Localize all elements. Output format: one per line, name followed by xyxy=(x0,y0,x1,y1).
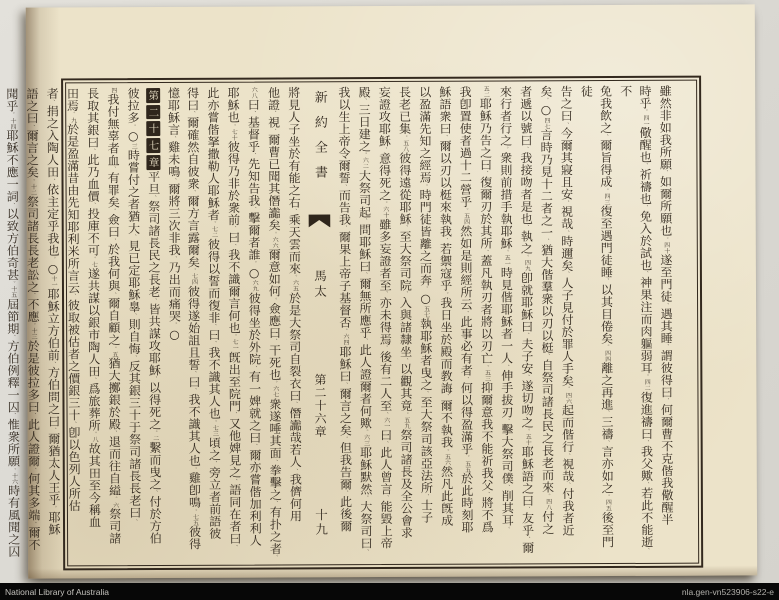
chapter-heading-block: 十 xyxy=(146,121,161,136)
verse-number: 五二 xyxy=(482,85,490,98)
text-column: 彼拉多。○三時嘗付之者猶大、見已定耶穌辠、則自悔、反其銀三十于祭司諸長長老曰、 xyxy=(126,87,142,524)
verse-number: 四六 xyxy=(564,391,572,404)
verse-number: 十六 xyxy=(10,472,18,485)
chapter-heading-block: 二 xyxy=(146,105,161,120)
text-column: 免我飲之、爾旨得成。四三復至遇門徒睡、以其目倦矣。四四離之再進、三禱、言亦如之。四五後至門徒 xyxy=(579,85,615,549)
verse-number: 九 xyxy=(69,116,77,124)
text-column: 他證、視、爾曹已聞其僭讟矣。六六爾意如何。僉應曰、干死也。六七衆遂唾其面、拳擊之、有扑之者。 xyxy=(266,86,283,561)
verse-number: 四二 xyxy=(643,379,651,392)
verse-number: 五九 xyxy=(402,416,410,429)
verse-number: 三 xyxy=(130,143,138,150)
text-column: 我以生上帝令爾誓、而告我、爾果上帝子基督否。六四耶穌曰、爾言之矣。但我告爾、此後爾 xyxy=(336,86,353,533)
verse-number: 五三 xyxy=(483,369,491,382)
text-column: 得曰、爾確然自彼衆、爾方言露爾矣。七四彼得遂始詛且誓、曰、我不識其人也。雞卽鳴。七五彼得 xyxy=(185,86,202,551)
text-column: 六八曰、基督乎、先知告我、擊爾者誰。○六九彼得坐於外院、有一婢就之曰、爾亦嘗偕加利利人 xyxy=(246,86,263,547)
verse-number: 四十 xyxy=(662,241,670,254)
verse-number: 六九 xyxy=(251,280,259,293)
verse-number: 五 xyxy=(110,351,119,358)
chapter-number: 第二十六章 xyxy=(312,372,328,438)
verse-number: 八 xyxy=(91,436,99,443)
verse-number: 十一 xyxy=(50,275,58,288)
text-column: 四我付無辜者血、有罪矣。僉曰、於我何與、爾自顧之。五猶大擲銀於殿、退而往自縊。六祭司諸 xyxy=(105,87,122,545)
text-column: 穌語衆曰、爾以刃以梃來執我、若禦寇乎。我日坐於殿而教誨、爾不執我。五六然凡此旣成 xyxy=(437,85,454,527)
verse-number: 七一 xyxy=(231,339,239,352)
text-column: 我卽置使者過十二營乎。五四然如是則經所云、此事必有者、何以得盈滿乎。五五於此時刻耶 xyxy=(458,85,475,534)
verse-number: 六十 xyxy=(381,206,389,219)
image-id: nla.gen-vn523906-s22-e xyxy=(681,586,774,597)
verse-number: 二 xyxy=(151,435,159,442)
verse-number: 五十 xyxy=(524,433,532,446)
verse-number: 五七 xyxy=(422,305,430,318)
text-column: 語之曰、爾言之矣。十二祭司諸長長老訟之、不應。十三於是彼拉多曰、此人證爾、何其多端、爾不 xyxy=(25,87,42,551)
verse-number: 五四 xyxy=(462,212,470,225)
verse-number: 六二 xyxy=(361,157,369,170)
text-column: 長取其銀曰、此乃血價、投庫不可。七遂共謀以銀市陶人田、爲旅葬所。八故其田至今稱血 xyxy=(85,87,102,529)
text-column: 田焉。九於是盈滿昔由先知耶利米所言云、彼取被估者之價銀三十、卽以色列人所估 xyxy=(65,87,82,512)
verse-number: 五五 xyxy=(463,460,471,473)
text-column: 第二十七章平旦、祭司諸長民之長老、皆共謀攻耶穌、以得死之。二繫而曳之、付於方伯 xyxy=(143,87,165,561)
verse-number: 四八 xyxy=(544,498,552,511)
page-fold-banxin xyxy=(304,86,336,560)
verse-number: 四七 xyxy=(543,116,551,129)
verse-number: 六六 xyxy=(271,236,279,249)
verse-number: 六 xyxy=(111,501,119,508)
folio-number: 十九 xyxy=(313,508,329,538)
text-column: 來行者行之。衆則前措手執耶穌。五一時見偕耶穌者一人、伸手拔刃、擊大祭司僕、削其耳。 xyxy=(498,85,515,532)
verse-number: 十五 xyxy=(9,286,17,299)
verse-number: 六一 xyxy=(382,416,390,429)
verse-number: 七 xyxy=(90,261,98,268)
verse-number: 五六 xyxy=(443,453,451,466)
verse-number: 六三 xyxy=(362,434,370,447)
text-column: 以盈滿先知之經焉。時門徒皆離之而奔。○五七執耶穌者曳之、至大祭司該亞法所、士子 xyxy=(417,85,434,524)
text-column: 耶穌也。七十彼得乃非於衆前、曰、我不識爾言何也。七一旣出至院門、又他婢見之、語同在者曰、 xyxy=(226,86,243,550)
text-block xyxy=(4,82,697,565)
verse-number: 十四 xyxy=(8,117,16,130)
verse-number: 四一 xyxy=(642,114,650,127)
verse-number: 七五 xyxy=(191,513,199,526)
chapter-heading-block: 七 xyxy=(146,138,161,153)
text-column: 告之曰、今爾其寢且安、視哉、時邇矣、人子見付於罪人手矣。四六起而偕行、視哉、付我者近 xyxy=(559,85,576,537)
fishtail-mark-icon xyxy=(308,214,330,227)
verse-number: 五八 xyxy=(401,139,409,152)
text-frame-border xyxy=(4,76,703,571)
verse-number: 七三 xyxy=(211,424,219,437)
text-column: 此亦嘗偕拏撒勒人耶穌者。七二彼得以誓而復非、曰、我不識其人也。七三頃之、旁立者前語彼 xyxy=(205,86,222,540)
verse-number: 六四 xyxy=(341,333,349,346)
text-column: 者、捐之入陶人田、依主定乎我也。○十一耶穌立方伯前、方伯問之曰、爾猶太人王乎。耶穌 xyxy=(45,87,62,536)
book-title: 新約全書 xyxy=(311,90,328,191)
verse-number: 六八 xyxy=(250,86,258,99)
verse-number: 五一 xyxy=(503,254,511,267)
verse-number: 七十 xyxy=(230,128,238,141)
text-column: 矣。○四七言時乃見十二者之一、猶大偕羣衆以刃以梃、自祭司諸長民之長老而來。四八付之 xyxy=(538,85,555,535)
verse-number: 七四 xyxy=(190,273,198,286)
text-column: 聞乎。十四耶穌不應一詞、以致方伯奇甚。十五屆節期、方伯例釋一囚、惟衆所願。十六時有風聞之囚 xyxy=(4,87,21,558)
text-column: 將見人子坐於有能之右、乘天雲而來。六五於是大祭司自裂衣曰、僭讟哉若人、我儕何用 xyxy=(286,86,303,522)
verse-number: 四五 xyxy=(604,499,612,512)
text-column: 憶耶穌言、雞未鳴、爾將三次非我、乃出而痛哭。○ xyxy=(166,86,182,342)
text-column: 五二耶穌乃告之曰、復爾刃於其所、蓋凡執刃者將以刃亡。五三抑爾意我不能祈我父、將不爲 xyxy=(478,85,495,534)
verse-number: 四三 xyxy=(602,193,611,206)
verse-number: 六五 xyxy=(291,279,299,292)
book-page xyxy=(4,4,757,578)
verse-number: 十二 xyxy=(29,183,37,196)
chapter-heading-block: 章 xyxy=(146,155,161,170)
right-page-columns xyxy=(334,85,678,560)
library-name: National Library of Australia xyxy=(5,586,109,597)
text-column: 時乎。四一儆醒也、祈禱也、免入於試也、神果注而肉軀弱耳。四二復進禱曰、我父歟、若此不能逝、不 xyxy=(618,84,654,554)
verse-number: 四 xyxy=(109,87,117,94)
verse-number: 四四 xyxy=(603,349,611,362)
verse-number: 七二 xyxy=(210,226,218,239)
verse-number: 四九 xyxy=(523,259,531,272)
chapter-heading-block: 第 xyxy=(146,88,161,103)
text-column: 妄證攻耶穌、意得死之。六十雖多妄證者至、亦未得焉。後有二人至、六一曰、此人曾言、能毀上帝 xyxy=(377,85,394,550)
verse-number: 十三 xyxy=(30,327,38,340)
text-column: 者遞以號曰、我接吻者是也、執之。四九卽就耶穌曰、夫子安、遂切吻之。五十耶穌語之曰、友乎、爾 xyxy=(518,85,535,554)
catalogue-bar xyxy=(0,583,779,600)
text-column: 長老已集。五八彼得遠從耶穌、至大祭司院、入與諸隸坐、以觀其竟。五九祭司諸長及全公會求 xyxy=(397,85,414,539)
verse-number: 六七 xyxy=(271,385,279,399)
text-column: 雖然非如我所願、如爾所願也。四十遂至門徒、遇其睡、謂彼得曰、何爾曹不克偕我儆醒半 xyxy=(658,84,675,526)
gospel-name: 馬太 xyxy=(312,269,328,301)
text-column: 殿、三日建之。六二大祭司起、問耶穌曰、爾無所應乎、此人證爾者何歟。六三耶穌默然。大祭司曰、 xyxy=(357,86,374,555)
left-page-columns xyxy=(2,86,306,561)
